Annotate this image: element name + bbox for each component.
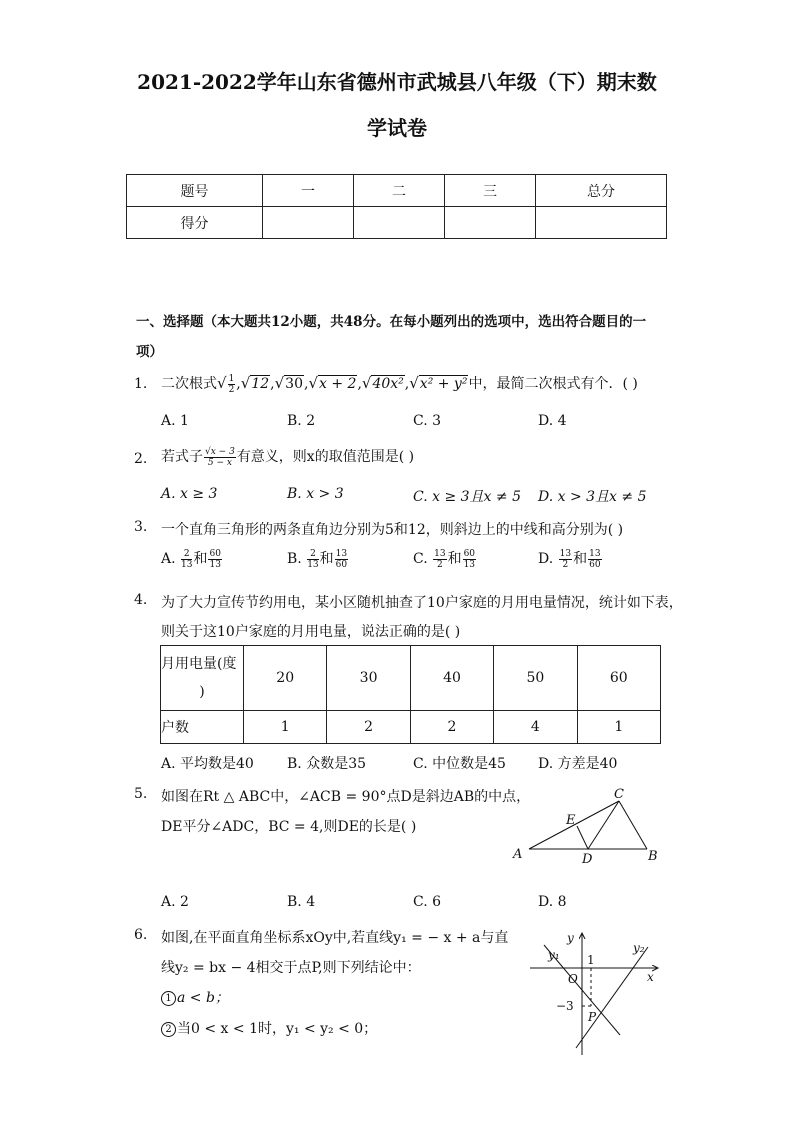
q1-option-d[interactable]: D. 4 xyxy=(538,413,567,429)
q1-fraction: $\frac{1}{2}$ xyxy=(228,373,235,395)
label-c: C xyxy=(614,787,624,802)
q6-conclusion-1: 1 a < b； xyxy=(161,987,229,1007)
q3-number: 3. xyxy=(134,519,148,535)
score-table-header-row xyxy=(127,175,667,207)
usage-cell: 50 xyxy=(494,646,577,711)
q3-option-a[interactable]: A. $\frac{2}{13}$ 和 $\frac{60}{13}$ xyxy=(161,548,221,570)
q1-stem: 二次根式√ $\frac{1}{2}$ ,√12,√30,√x + 2,√40x²,√x² + y²中，最简二次根式有个．( ) xyxy=(161,373,638,395)
x-axis-label: x xyxy=(647,970,654,984)
q2-number: 2. xyxy=(134,451,148,467)
origin-label: O xyxy=(568,972,578,986)
q6-number: 6. xyxy=(134,927,148,943)
usage-label: 月用电量(度 ) xyxy=(161,646,244,711)
coordinate-graph xyxy=(520,925,665,1060)
q1-option-b[interactable]: B. 2 xyxy=(287,413,316,429)
score-table xyxy=(126,174,667,239)
circled-number-1: 1 xyxy=(161,991,176,1006)
q4-number: 4. xyxy=(134,592,148,608)
segment-de xyxy=(577,826,588,849)
section-heading-line2: 项） xyxy=(136,344,163,360)
q6-conclusion-2: 2 当0 < x < 1时，y₁ < y₂ < 0； xyxy=(161,1018,377,1038)
electricity-row-households xyxy=(161,711,661,744)
households-cell: 1 xyxy=(577,711,660,744)
score-table-row xyxy=(127,207,667,239)
q5-number: 5. xyxy=(134,786,148,802)
score-header-cell: 题号 xyxy=(127,175,263,207)
usage-cell: 20 xyxy=(244,646,327,711)
q1-radical-4: x + 2 xyxy=(319,376,357,392)
circled-number-2: 2 xyxy=(161,1022,176,1037)
q4-option-d[interactable]: D. 方差是40 xyxy=(538,756,618,772)
q1-radical-2: 12 xyxy=(251,376,270,392)
line-y1-label: y₁ xyxy=(548,948,560,962)
q2-option-b[interactable]: B. x > 3 xyxy=(287,486,344,502)
electricity-table xyxy=(160,645,661,744)
q1-suffix: 中，最简二次根式有个．( ) xyxy=(468,376,638,392)
q5-option-a[interactable]: A. 2 xyxy=(161,894,189,910)
q2-stem xyxy=(161,444,414,470)
q3-option-d[interactable]: D. $\frac{13}{2}$ 和 $\frac{13}{60}$ xyxy=(538,548,601,570)
q1-radical-5: 40x² xyxy=(372,376,404,392)
q1-number: 1. xyxy=(134,376,148,392)
q2-prefix: 若式子 xyxy=(161,449,203,465)
usage-cell: 60 xyxy=(577,646,660,711)
q2-option-c[interactable]: C. x ≥ 3且x ≠ 5 xyxy=(413,489,521,505)
q1-option-a[interactable]: A. 1 xyxy=(161,413,189,429)
q5-option-c[interactable]: C. 6 xyxy=(413,894,442,910)
q3-option-c[interactable]: C. $\frac{13}{2}$ 和 $\frac{60}{13}$ xyxy=(413,548,476,570)
q2-option-d[interactable]: D. x > 3且x ≠ 5 xyxy=(538,489,647,505)
q6-stem-line1: 如图,在平面直角坐标系xOy中,若直线y₁ = − x + a与直 xyxy=(161,930,509,946)
q2-suffix: 有意义，则x的取值范围是( ) xyxy=(236,449,415,465)
q2-option-a[interactable]: A. x ≥ 3 xyxy=(161,486,218,502)
q2-fraction: $\frac{√x - 3}{5 - x}$ xyxy=(205,446,235,468)
q4-option-b[interactable]: B. 众数是35 xyxy=(287,756,367,772)
q1-option-c[interactable]: C. 3 xyxy=(413,413,442,429)
point-p-label: P xyxy=(588,1010,597,1024)
section-heading-line1: 一、选择题（本大题共12小题，共48分。在每小题列出的选项中，选出符合题目的一 xyxy=(136,314,647,330)
q5-option-b[interactable]: B. 4 xyxy=(287,894,316,910)
label-e: E xyxy=(566,813,576,828)
label-d: D xyxy=(582,852,593,865)
segment-bc xyxy=(619,801,647,849)
score-row-label: 得分 xyxy=(127,207,263,239)
usage-cell: 30 xyxy=(327,646,410,711)
q5-option-d[interactable]: D. 8 xyxy=(538,894,567,910)
page-title-line1: 2021-2022学年山东省德州市武城县八年级（下）期末数 xyxy=(137,70,657,94)
score-header-cell: 二 xyxy=(354,175,445,207)
households-cell: 2 xyxy=(410,711,493,744)
q1-radical-3: 30 xyxy=(285,376,303,392)
page-title-line2: 学试卷 xyxy=(367,116,427,140)
triangle-figure xyxy=(508,783,666,865)
label-a: A xyxy=(513,847,523,862)
score-cell[interactable] xyxy=(263,207,354,239)
tick-label-1: 1 xyxy=(587,953,595,967)
households-cell: 2 xyxy=(327,711,410,744)
q3-option-b[interactable]: B. $\frac{2}{13}$ 和 $\frac{13}{60}$ xyxy=(287,548,348,570)
q1-prefix: 二次根式 xyxy=(161,376,217,392)
score-cell[interactable] xyxy=(536,207,667,239)
score-header-cell: 总分 xyxy=(536,175,667,207)
q3-stem: 一个直角三角形的两条直角边分别为5和12，则斜边上的中线和高分别为( ) xyxy=(161,522,624,538)
q4-option-c[interactable]: C. 中位数是45 xyxy=(413,756,506,772)
households-cell: 1 xyxy=(244,711,327,744)
tick-label-neg3: −3 xyxy=(556,999,574,1013)
q5-stem-line2: DE平分∠ADC，BC = 4,则DE的长是( ) xyxy=(161,819,417,835)
q4-stem-line1: 为了大力宣传节约用电，某小区随机抽查了10户家庭的月用电量情况，统计如下表， xyxy=(161,595,683,611)
households-label: 户数 xyxy=(161,711,244,744)
households-cell: 4 xyxy=(494,711,577,744)
q1-radical-6: x² + y² xyxy=(419,376,468,392)
line-y2-label: y₂ xyxy=(633,941,645,955)
label-b: B xyxy=(648,849,658,864)
q6-stem-line2: 线y₂ = bx − 4相交于点P,则下列结论中： xyxy=(161,960,421,976)
q4-stem-line2: 则关于这10户家庭的月用电量，说法正确的是( ) xyxy=(161,624,461,640)
q5-stem-line1: 如图在Rt △ ABC中，∠ACB = 90°点D是斜边AB的中点， xyxy=(161,789,531,805)
score-header-cell: 一 xyxy=(263,175,354,207)
y-axis-label: y xyxy=(567,931,574,945)
score-cell[interactable] xyxy=(354,207,445,239)
segment-dc xyxy=(588,801,619,849)
q4-option-a[interactable]: A. 平均数是40 xyxy=(161,756,254,772)
electricity-row-usage xyxy=(161,646,661,711)
score-cell[interactable] xyxy=(445,207,536,239)
usage-cell: 40 xyxy=(410,646,493,711)
score-header-cell: 三 xyxy=(445,175,536,207)
